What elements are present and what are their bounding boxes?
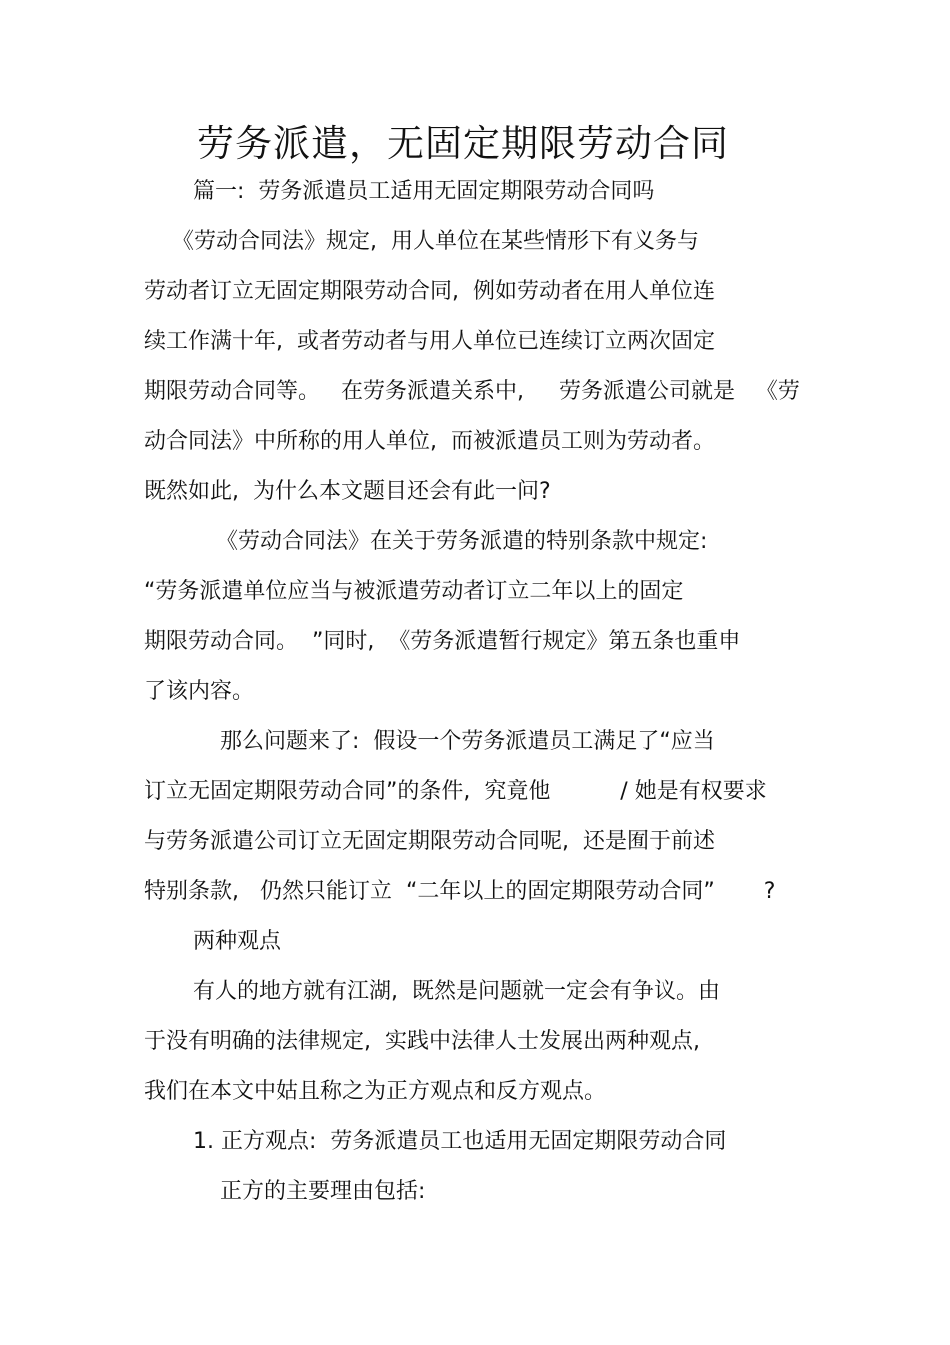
paragraph-line: 《劳动合同法》在关于劳务派遣的特别条款中规定: — [216, 529, 708, 554]
paragraph-line: 了该内容。 — [144, 679, 255, 704]
paragraph-line: 劳动者订立无固定期限劳动合同, 例如劳动者在用人单位连 — [144, 279, 715, 304]
paragraph-line: 我们在本文中姑且称之为正方观点和反方观点。 — [144, 1079, 607, 1104]
paragraph-line: 期限劳动合同。 ”同时, 《劳务派遣暂行规定》第五条也重申 — [144, 629, 741, 654]
paragraph-line: 与劳务派遣公司订立无固定期限劳动合同呢, 还是囿于前述 — [144, 829, 715, 854]
paragraph-line: 正方的主要理由包括: — [220, 1179, 426, 1204]
subtitle-line: 篇一: 劳务派遣员工适用无固定期限劳动合同吗 — [193, 179, 655, 204]
numbered-heading: 1. 正方观点: 劳务派遣员工也适用无固定期限劳动合同 — [193, 1129, 727, 1154]
paragraph-line: 续工作满十年, 或者劳动者与用人单位已连续订立两次固定 — [144, 329, 715, 354]
paragraph-line: 动合同法》中所称的用人单位, 而被派遣员工则为劳动者。 — [144, 429, 715, 454]
paragraph-line: 那么问题来了: 假设一个劳务派遣员工满足了“应当 — [220, 729, 715, 754]
document-title: 劳务派遣，无固定期限劳动合同 — [197, 122, 729, 165]
paragraph-line: 于没有明确的法律规定, 实践中法律人士发展出两种观点, — [144, 1029, 700, 1054]
paragraph-line: 期限劳动合同等。 在劳务派遣关系中, 劳务派遣公司就是 《劳 — [144, 379, 800, 404]
paragraph-line: 有人的地方就有江湖, 既然是问题就一定会有争议。由 — [193, 979, 720, 1004]
paragraph-line: “劳务派遣单位应当与被派遣劳动者订立二年以上的固定 — [144, 579, 684, 604]
paragraph-line: 特别条款, 仍然只能订立 “二年以上的固定期限劳动合同” ? — [144, 879, 776, 904]
paragraph-line: 既然如此, 为什么本文题目还会有此一问? — [144, 479, 551, 504]
paragraph-line: 《劳动合同法》规定, 用人单位在某些情形下有义务与 — [172, 229, 699, 254]
paragraph-line: 订立无固定期限劳动合同”的条件, 究竟他 / 她是有权要求 — [144, 779, 767, 804]
section-heading: 两种观点 — [193, 929, 282, 954]
